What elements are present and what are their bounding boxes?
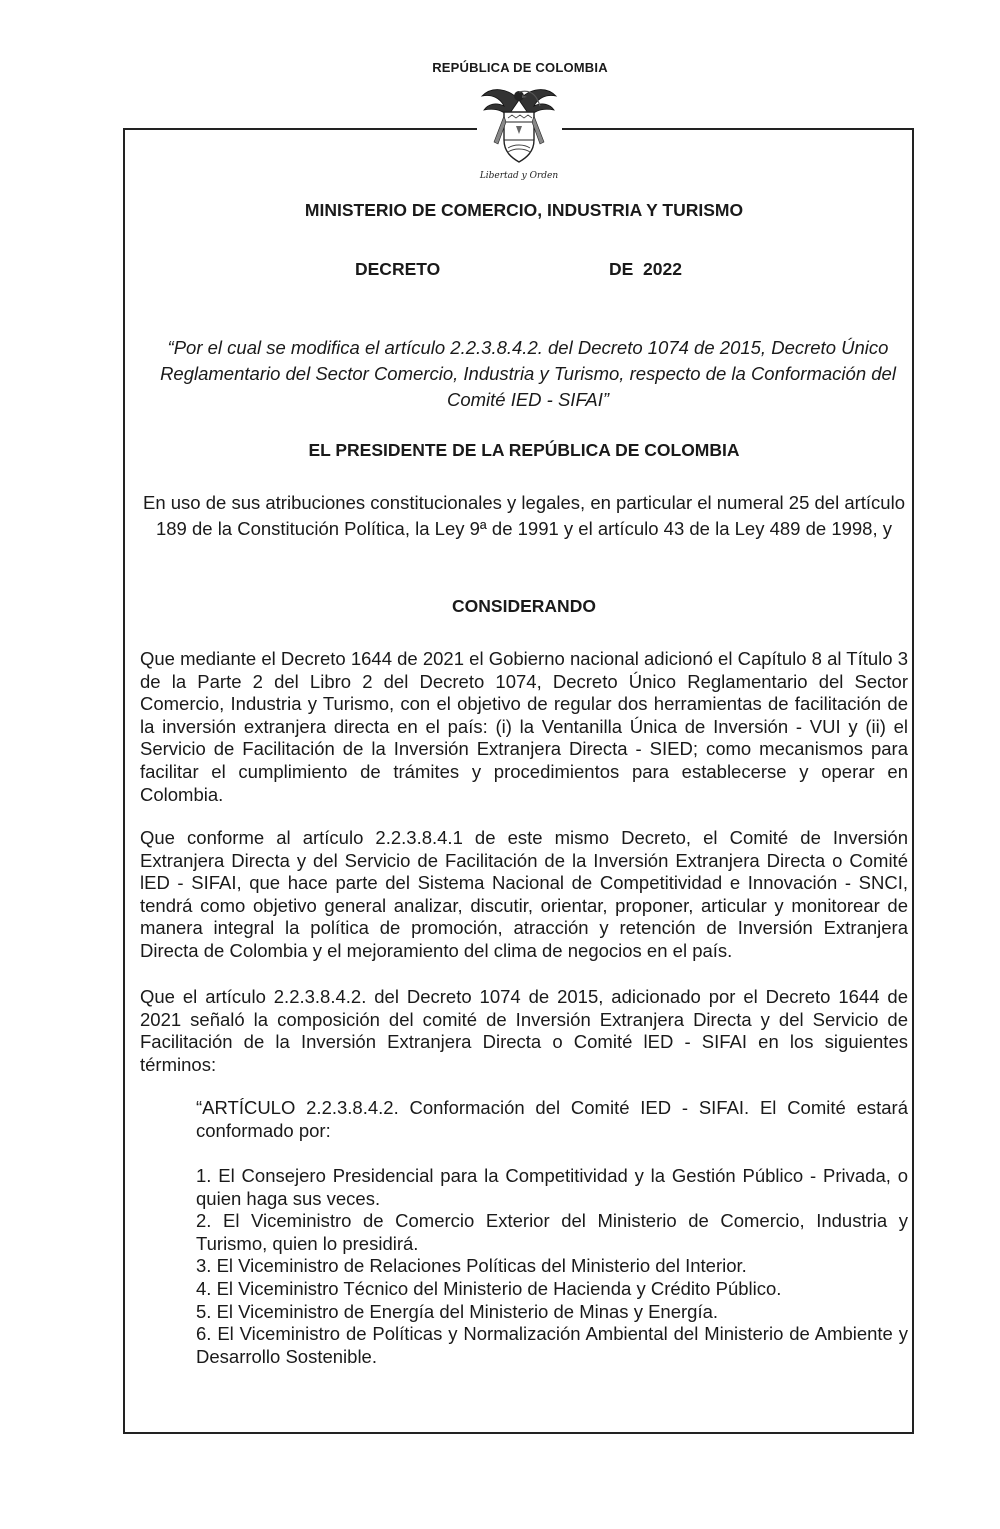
decree-date: DE 2022 (609, 259, 682, 279)
list-item: 2. El Viceministro de Comercio Exterior del Ministerio de Comercio, Industria y Turismo, quien lo presidirá. (196, 1210, 908, 1254)
seal-motto: Libertad y Orden (479, 171, 559, 181)
coat-of-arms-icon (478, 82, 560, 184)
considerando-paragraph-1: Que mediante el Decreto 1644 de 2021 el Gobierno nacional adicionó el Capítulo 8 al Título 3 de la Parte 2 del Libro 2 del Decreto 1074, Decreto Único Reglamentario del Sector Comercio, Industria y Turismo, con el objetivo de regular dos herramientas de facilitación de la inversión extranjera directa en el país: (i) la Ventanilla Única de Inversión - VUI y (ii) el Servicio de Facilitación de la Inversión Extranjera Directa - SIED; como mecanismos para facilitar el cumplimiento de trámites y procedimientos para establecerse y operar en Colombia. (140, 648, 908, 805)
considerando-paragraph-2: Que conforme al artículo 2.2.3.8.4.1 de este mismo Decreto, el Comité de Inversión Extranjera Directa y del Servicio de Facilitación de la Inversión Extranjera Directa o Comité lED - SIFAI, que hace parte del Sistema Nacional de Competitividad e Innovación - SNCI, tendrá como objetivo general analizar, discutir, orientar, proponer, articular y monitorear de manera integral la política de promoción, atracción y retención de Inversión Extranjera Directa de Colombia y el mejoramiento del clima de negocios en el país. (140, 827, 908, 961)
list-item: 1. El Consejero Presidencial para la Competitividad y la Gestión Público - Privada, o quien haga sus veces. (196, 1165, 908, 1209)
decree-line (140, 259, 908, 283)
decree-title: “Por el cual se modifica el artículo 2.2.3.8.4.2. del Decreto 1074 de 2015, Decreto Único Reglamentario del Sector Comercio, Industria y Turismo, respecto de la Conformación del Comité IED - SIFAI” (160, 337, 896, 410)
list-item: 4. El Viceministro Técnico del Ministerio de Hacienda y Crédito Público. (196, 1277, 782, 1299)
coat-of-arms-seal (478, 82, 560, 184)
decree-label: DECRETO (355, 259, 441, 279)
quoted-article-list (196, 1165, 908, 1368)
list-item: 3. El Viceministro de Relaciones Políticas del Ministerio del Interior. (196, 1255, 747, 1277)
president-heading: EL PRESIDENTE DE LA REPÚBLICA DE COLOMBIA (308, 440, 740, 460)
list-item: 5. El Viceministro de Energía del Ministerio de Minas y Energía. (196, 1300, 719, 1322)
quoted-article-intro: “ARTÍCULO 2.2.3.8.4.2. Conformación del Comité IED - SIFAI. El Comité estará conformado por: (196, 1097, 908, 1141)
country-header: REPÚBLICA DE COLOMBIA (432, 60, 608, 75)
considerando-heading: CONSIDERANDO (452, 596, 596, 616)
authority-statement: En uso de sus atribuciones constitucionales y legales, en particular el numeral 25 del artículo 189 de la Constitución Política, la Ley 9ª de 1991 y el artículo 43 de la Ley 489 de 1998, y (142, 492, 905, 539)
list-item: 6. El Viceministro de Políticas y Normalización Ambiental del Ministerio de Ambiente y Desarrollo Sostenible. (196, 1323, 908, 1367)
considerando-paragraph-3: Que el artículo 2.2.3.8.4.2. del Decreto 1074 de 2015, adicionado por el Decreto 1644 de 2021 señaló la composición del comité de Inversión Extranjera Directa y del Servicio de Facilitación de la Inversión Extranjera Directa o Comité lED - SIFAI en los siguientes términos: (140, 986, 908, 1075)
ministry-title: MINISTERIO DE COMERCIO, INDUSTRIA Y TURISMO (304, 200, 744, 220)
